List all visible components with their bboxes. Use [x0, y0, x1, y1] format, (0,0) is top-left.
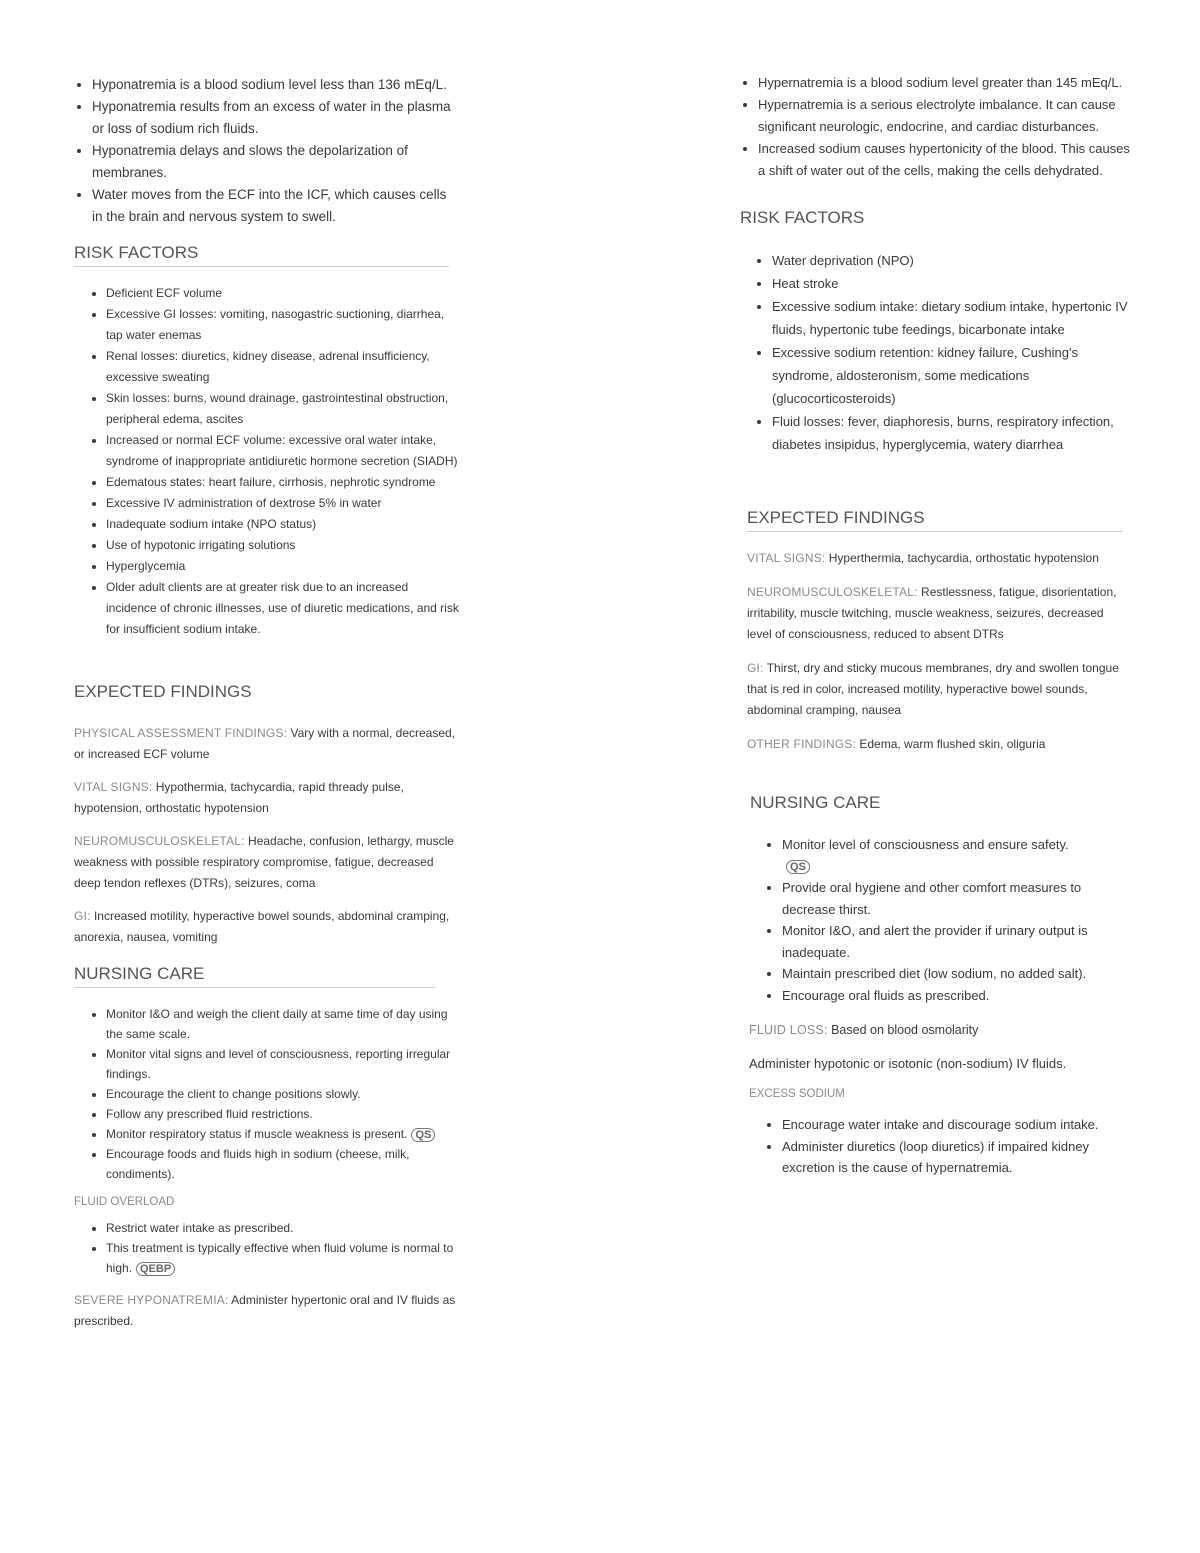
finding-paragraph: GI: Thirst, dry and sticky mucous membranes, dry and swollen tongue that is red in color, increased motility, hyperactive bowel sounds, abdominal cramping, nausea: [747, 661, 1119, 717]
list-item: • Deficient ECF volume: [106, 283, 459, 304]
finding-paragraph: NEUROMUSCULOSKELETAL: Headache, confusion, lethargy, muscle weakness with possible respiratory compromise, fatigue, decreased deep tendon reflexes (DTRs), seizures, coma: [74, 834, 454, 890]
care-list: [74, 1004, 459, 1184]
list-item: • Hyponatremia is a blood sodium level less than 136 mEq/L.: [92, 74, 459, 96]
list-item: • Follow any prescribed fluid restrictions.: [106, 1104, 459, 1124]
risk-list: [740, 249, 1130, 456]
qs-icon: QS: [411, 1128, 435, 1142]
list-item: • Encourage the client to change positions slowly.: [106, 1084, 459, 1104]
qs-icon: QS: [786, 860, 810, 874]
list-item: • Monitor I&O, and alert the provider if urinary output is inadequate.: [782, 920, 1130, 963]
fluid-loss-paragraph: FLUID LOSS: Based on blood osmolarity: [749, 1023, 979, 1037]
intro-list: [740, 72, 1130, 182]
list-item: • Fluid losses: fever, diaphoresis, burns, respiratory infection, diabetes insipidus, hyperglycemia, watery diarrhea: [772, 410, 1130, 456]
list-item: • Increased sodium causes hypertonicity of the blood. This causes a shift of water out of the cells, making the cells dehydrated.: [758, 138, 1130, 182]
list-item: • Hyponatremia results from an excess of water in the plasma or loss of sodium rich fluids.: [92, 96, 459, 140]
list-item: • Heat stroke: [772, 272, 1130, 295]
list-item: • Provide oral hygiene and other comfort measures to decrease thirst.: [782, 877, 1130, 920]
qebp-icon: QEBP: [136, 1262, 175, 1276]
list-item: • Inadequate sodium intake (NPO status): [106, 514, 459, 535]
list-item: • Hypernatremia is a blood sodium level greater than 145 mEq/L.: [758, 72, 1130, 94]
finding-paragraph: PHYSICAL ASSESSMENT FINDINGS: Vary with a normal, decreased, or increased ECF volume: [74, 726, 456, 761]
severe-paragraph: SEVERE HYPONATREMIA: Administer hypertonic oral and IV fluids as prescribed.: [74, 1293, 456, 1328]
risk-list: [74, 283, 459, 640]
list-item: • Hyponatremia delays and slows the depolarization of membranes.: [92, 140, 459, 184]
list-item: • Renal losses: diuretics, kidney disease, adrenal insufficiency, excessive sweating: [106, 346, 459, 388]
list-item: • Restrict water intake as prescribed.: [106, 1218, 459, 1238]
list-item: • Edematous states: heart failure, cirrhosis, nephrotic syndrome: [106, 472, 459, 493]
findings-block: [747, 548, 1130, 755]
fluid-loss-action: Administer hypotonic or isotonic (non-sodium) IV fluids.: [749, 1056, 1067, 1071]
hypernatremia-column: [740, 72, 1130, 1179]
list-item: • Hyperglycemia: [106, 556, 459, 577]
finding-paragraph: OTHER FINDINGS: Edema, warm flushed skin, oliguria: [747, 737, 1046, 751]
list-item: • This treatment is typically effective when fluid volume is normal to high. QEBP: [106, 1238, 459, 1278]
list-item: • Use of hypotonic irrigating solutions: [106, 535, 459, 556]
section-heading: NURSING CARE: [750, 793, 881, 812]
list-item: • Monitor vital signs and level of consciousness, reporting irregular findings.: [106, 1044, 459, 1084]
list-item: • Encourage oral fluids as prescribed.: [782, 985, 1130, 1007]
list-item: • Hypernatremia is a serious electrolyte imbalance. It can cause significant neurologic, endocrine, and cardiac disturbances.: [758, 94, 1130, 138]
list-item: • Maintain prescribed diet (low sodium, no added salt).: [782, 963, 1130, 985]
section-heading: RISK FACTORS: [74, 243, 449, 267]
finding-paragraph: VITAL SIGNS: Hypothermia, tachycardia, rapid thready pulse, hypotension, orthostatic hypotension: [74, 780, 404, 815]
list-item: • Encourage water intake and discourage sodium intake.: [782, 1114, 1130, 1136]
section-heading: NURSING CARE: [74, 964, 436, 988]
care-list: [748, 834, 1130, 1006]
list-item: • Excessive IV administration of dextrose 5% in water: [106, 493, 459, 514]
overload-list: [74, 1218, 459, 1278]
finding-paragraph: GI: Increased motility, hyperactive bowel sounds, abdominal cramping, anorexia, nausea, vomiting: [74, 909, 450, 944]
finding-paragraph: VITAL SIGNS: Hyperthermia, tachycardia, orthostatic hypotension: [747, 551, 1099, 565]
list-item: • Water moves from the ECF into the ICF, which causes cells in the brain and nervous system to swell.: [92, 184, 459, 228]
hyponatremia-column: [74, 74, 459, 1332]
intro-list: [74, 74, 459, 228]
list-item: • Encourage foods and fluids high in sodium (cheese, milk, condiments).: [106, 1144, 459, 1184]
list-item: • Monitor I&O and weigh the client daily at same time of day using the same scale.: [106, 1004, 459, 1044]
section-heading: RISK FACTORS: [740, 208, 865, 227]
section-heading: EXPECTED FINDINGS: [747, 508, 1123, 532]
section-heading: EXPECTED FINDINGS: [74, 682, 252, 701]
list-item: • Skin losses: burns, wound drainage, gastrointestinal obstruction, peripheral edema, ascites: [106, 388, 459, 430]
list-item: • Excessive sodium retention: kidney failure, Cushing's syndrome, aldosteronism, some medications (glucocorticosteroids): [772, 341, 1130, 410]
list-item: • Excessive GI losses: vomiting, nasogastric suctioning, diarrhea, tap water enemas: [106, 304, 459, 346]
finding-paragraph: NEUROMUSCULOSKELETAL: Restlessness, fatigue, disorientation, irritability, muscle twitching, muscle weakness, seizures, decreased level of consciousness, reduced to absent DTRs: [747, 585, 1117, 641]
excess-list: [748, 1114, 1130, 1179]
list-item: • Monitor respiratory status if muscle weakness is present. QS: [106, 1124, 459, 1144]
list-item: • Monitor level of consciousness and ensure safety. QS: [782, 834, 1130, 877]
sub-heading: FLUID OVERLOAD: [74, 1196, 175, 1208]
list-item: • Administer diuretics (loop diuretics) if impaired kidney excretion is the cause of hypernatremia.: [782, 1136, 1130, 1179]
list-item: • Increased or normal ECF volume: excessive oral water intake, syndrome of inappropriate antidiuretic hormone secretion (SIADH): [106, 430, 459, 472]
list-item: • Older adult clients are at greater risk due to an increased incidence of chronic illnesses, use of diuretic medications, and risk for insufficient sodium intake.: [106, 577, 459, 640]
sub-heading: EXCESS SODIUM: [749, 1088, 845, 1100]
list-item: • Excessive sodium intake: dietary sodium intake, hypertonic IV fluids, hypertonic tube feedings, bicarbonate intake: [772, 295, 1130, 341]
list-item: • Water deprivation (NPO): [772, 249, 1130, 272]
